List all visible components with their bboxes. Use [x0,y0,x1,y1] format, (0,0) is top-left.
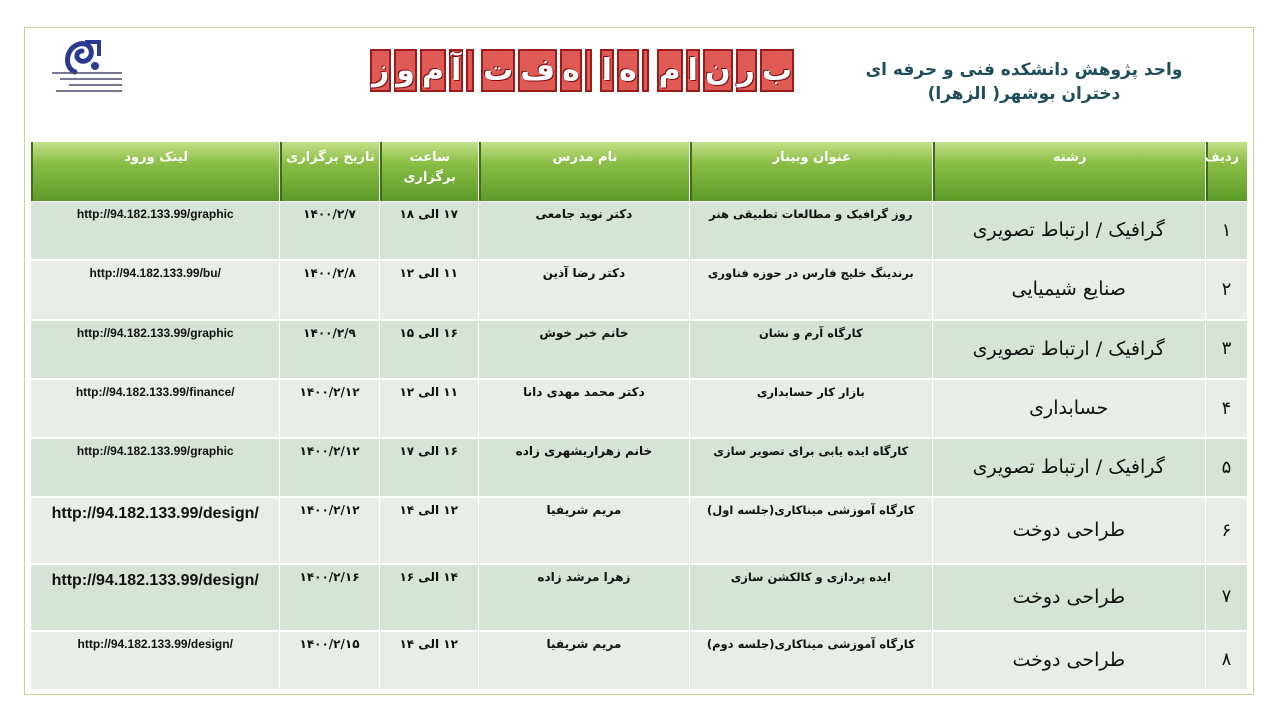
row-time: ۱۷ الی ۱۸ [380,202,478,260]
table-row [31,202,1247,260]
row-index: ۴ [1206,380,1247,438]
heading-line-1: واحد پژوهش دانشکده فنی و حرفه ای [865,60,1183,80]
banner-char: ز [370,49,391,92]
row-time: ۱۱ الی ۱۲ [380,261,478,319]
table-row [31,439,1247,497]
banner-char: م [657,49,683,92]
banner-space [652,49,653,92]
table-row [31,632,1247,690]
header-link: لینک ورود [31,142,279,201]
header-date: تاریخ برگزاری [280,142,378,201]
banner-char [585,49,593,92]
row-time: ۱۶ الی ۱۵ [380,321,478,379]
row-time: ۱۶ الی ۱۷ [380,439,478,497]
row-date: ۱۴۰۰/۲/۱۲ [280,439,378,497]
row-date: ۱۴۰۰/۲/۷ [280,202,378,260]
row-field: گرافیک / ارتباط تصویری [933,439,1205,497]
header-index: ردیف [1206,142,1247,201]
row-time: ۱۱ الی ۱۲ [380,380,478,438]
banner-title [370,49,794,92]
heading-line-2: دختران بوشهر( الزهرا) [927,84,1121,104]
table-row [31,261,1247,319]
row-link[interactable]: http://94.182.133.99/bu/ [31,261,279,319]
row-index: ۲ [1206,261,1247,319]
header-time: ساعت برگزاری [380,142,478,201]
row-webinar-title: کارگاه آموزشی میناکاری(جلسه اول) [690,498,931,564]
row-instructor: مریم شریفیا [479,632,689,690]
row-webinar-title: کارگاه ایده یابی برای تصویر سازی [690,439,931,497]
banner-char [466,49,474,92]
row-link[interactable]: http://94.182.133.99/graphic [31,321,279,379]
table-row [31,565,1247,631]
row-index: ۵ [1206,439,1247,497]
row-date: ۱۴۰۰/۲/۸ [280,261,378,319]
row-webinar-title: ایده پردازی و کالکشن سازی [690,565,931,631]
table-row [31,498,1247,564]
row-link[interactable]: http://94.182.133.99/design/ [31,498,279,564]
banner-char: ا [686,49,700,92]
banner-space [595,49,596,92]
row-link[interactable]: http://94.182.133.99/graphic [31,439,279,497]
row-index: ۷ [1206,565,1247,631]
banner-char: ه [560,49,582,92]
row-webinar-title: کارگاه آموزشی میناکاری(جلسه دوم) [690,632,931,690]
banner-char: ب [760,49,794,92]
row-time: ۱۲ الی ۱۴ [380,632,478,690]
table-row [31,380,1247,438]
row-webinar-title: بازار کار حسابداری [690,380,931,438]
row-instructor: زهرا مرشد زاده [479,565,689,631]
row-link[interactable]: http://94.182.133.99/finance/ [31,380,279,438]
row-link[interactable]: http://94.182.133.99/design/ [31,565,279,631]
row-field: گرافیک / ارتباط تصویری [933,202,1205,260]
banner-char: ن [703,49,733,92]
banner-char: و [394,49,417,92]
row-field: صنایع شیمیایی [933,261,1205,319]
logo-caption-lines [52,72,122,96]
row-index: ۸ [1206,632,1247,690]
row-instructor: خانم زهراریشهری زاده [479,439,689,497]
row-date: ۱۴۰۰/۲/۱۲ [280,380,378,438]
row-field: گرافیک / ارتباط تصویری [933,321,1205,379]
row-time: ۱۲ الی ۱۴ [380,498,478,564]
banner-char [642,49,650,92]
row-field: طراحی دوخت [933,565,1205,631]
row-webinar-title: کارگاه آرم و نشان [690,321,931,379]
row-webinar-title: برندینگ خلیج فارس در حوزه فناوری [690,261,931,319]
row-webinar-title: روز گرافیک و مطالعات تطبیقی هنر [690,202,931,260]
row-instructor: دکتر رضا آذین [479,261,689,319]
row-index: ۳ [1206,321,1247,379]
header-row [31,142,1247,201]
banner-space [477,49,478,92]
row-instructor: خانم خبر خوش [479,321,689,379]
row-date: ۱۴۰۰/۲/۱۵ [280,632,378,690]
header-instructor: نام مدرس [479,142,689,201]
banner-char: ت [481,49,515,92]
banner-char: ر [736,49,757,92]
row-link[interactable]: http://94.182.133.99/design/ [31,632,279,690]
row-index: ۱ [1206,202,1247,260]
row-instructor: مریم شریفیا [479,498,689,564]
row-index: ۶ [1206,498,1247,564]
banner-char: ا [600,49,614,92]
row-instructor: دکتر محمد مهدی دانا [479,380,689,438]
banner-char: آ [449,49,463,92]
row-link[interactable]: http://94.182.133.99/graphic [31,202,279,260]
row-date: ۱۴۰۰/۲/۱۲ [280,498,378,564]
header-field: رشته [933,142,1205,201]
row-date: ۱۴۰۰/۲/۱۶ [280,565,378,631]
row-date: ۱۴۰۰/۲/۹ [280,321,378,379]
banner-char: ف [518,49,557,92]
banner-char: ه [617,49,639,92]
page-heading [840,58,1208,106]
schedule-table [30,141,1248,691]
banner-char: م [420,49,446,92]
row-field: حسابداری [933,380,1205,438]
row-instructor: دکتر نوید جامعی [479,202,689,260]
table-row [31,321,1247,379]
header-webinar-title: عنوان وبینار [690,142,931,201]
row-field: طراحی دوخت [933,632,1205,690]
row-field: طراحی دوخت [933,498,1205,564]
row-time: ۱۴ الی ۱۶ [380,565,478,631]
